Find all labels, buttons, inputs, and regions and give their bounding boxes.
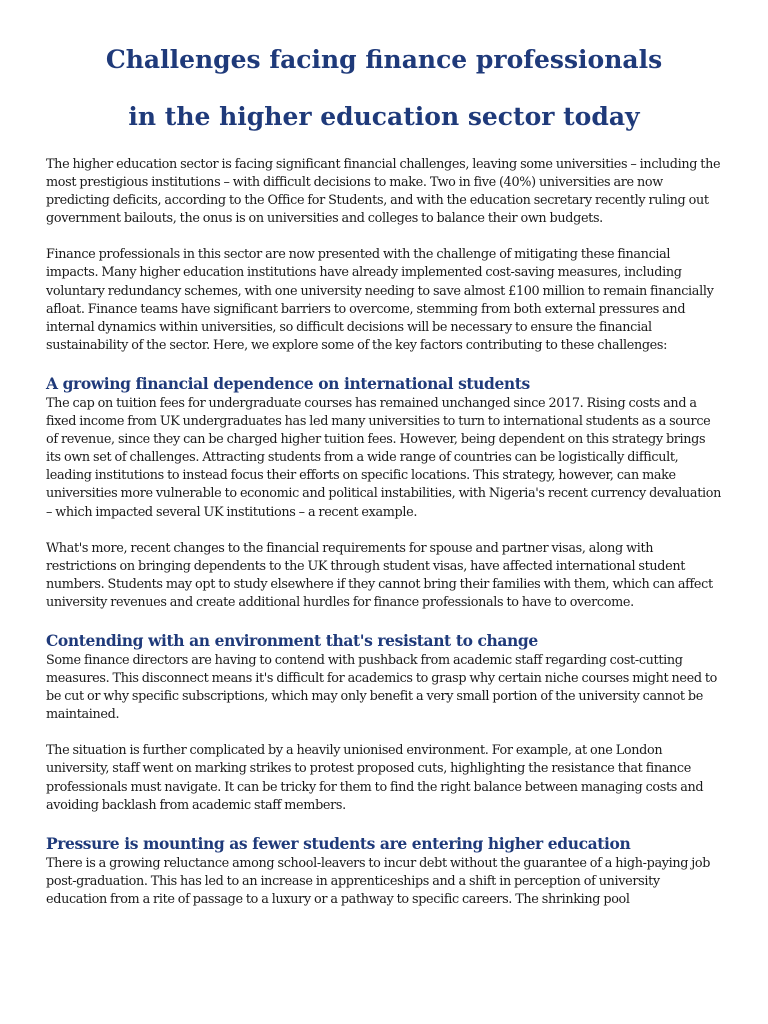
section-2-paragraph-1: Some finance directors are having to contend with pushback from academic staff regarding cost-cutting measures. This disconnect means it's difficult for academics to grasp why certain niche courses might need to be cut or why specific subscriptions, which may only benefit a very small portion of the university cannot be maintained. (46, 652, 718, 723)
section-1-paragraph-2: What's more, recent changes to the financial requirements for spouse and partner visas, along with restrictions on bringing dependents to the UK through student visas, have affected international student numbers. Students may opt to study elsewhere if they cannot bring their families with them, which can affect university revenues and create additional hurdles for finance professionals to have to overcome. (46, 540, 713, 610)
document-title (46, 44, 722, 132)
intro-paragraph-1: The higher education sector is facing significant financial challenges, leaving some universities – including the most prestigious institutions – with difficult decisions to make. Two in five (40%) universities are now predicting deficits, according to the Office for Students, and with the education secretary recently ruling out government bailouts, the onus is on universities and colleges to balance their own budgets. (46, 157, 721, 227)
section-heading-international-students: A growing financial dependence on international students (46, 373, 530, 393)
section-3-paragraph-1: There is a growing reluctance among school-leavers to incur debt without the guarantee of a high-paying job post-graduation. This has led to an increase in apprenticeships and a shift in perception of university education from a rite of passage to a luxury or a pathway to specific careers. The shrinking pool (46, 855, 711, 907)
section-1-paragraph-1: The cap on tuition fees for undergraduate courses has remained unchanged since 2017. Rising costs and a fixed income from UK undergraduates has led many universities to turn to international students as a source of revenue, since they can be charged higher tuition fees. However, being dependent on this strategy brings its own set of challenges. Attracting students from a wide range of countries can be logistically difficult, leading institutions to instead focus their efforts on specific locations. This strategy, however, can make universities more vulnerable to economic and political instabilities, with Nigeria's recent currency devaluation – which impacted several UK institutions – a recent example. (46, 395, 721, 520)
intro-paragraph-2: Finance professionals in this sector are now presented with the challenge of mitigating these financial impacts. Many higher education institutions have already implemented cost-saving measures, including voluntary redundancy schemes, with one university needing to save almost £100 million to remain financially afloat. Finance teams have significant barriers to overcome, stemming from both external pressures and internal dynamics within universities, so difficult decisions will be necessary to ensure the financial sustainability of the sector. Here, we explore some of the key factors contributing to these challenges: (46, 247, 714, 353)
section-2-paragraph-2: The situation is further complicated by a heavily unionised environment. For example, at one London university, staff went on marking strikes to protest proposed cuts, highlighting the resistance that finance professionals must navigate. It can be tricky for them to find the right balance between managing costs and avoiding backlash from academic staff members. (46, 743, 704, 813)
title-line-2: in the higher education sector today (128, 102, 640, 131)
title-line-1: Challenges facing finance professionals (105, 45, 663, 74)
section-heading-resistant-to-change: Contending with an environment that's resistant to change (46, 630, 538, 650)
section-heading-fewer-students: Pressure is mounting as fewer students are entering higher education (46, 833, 631, 853)
